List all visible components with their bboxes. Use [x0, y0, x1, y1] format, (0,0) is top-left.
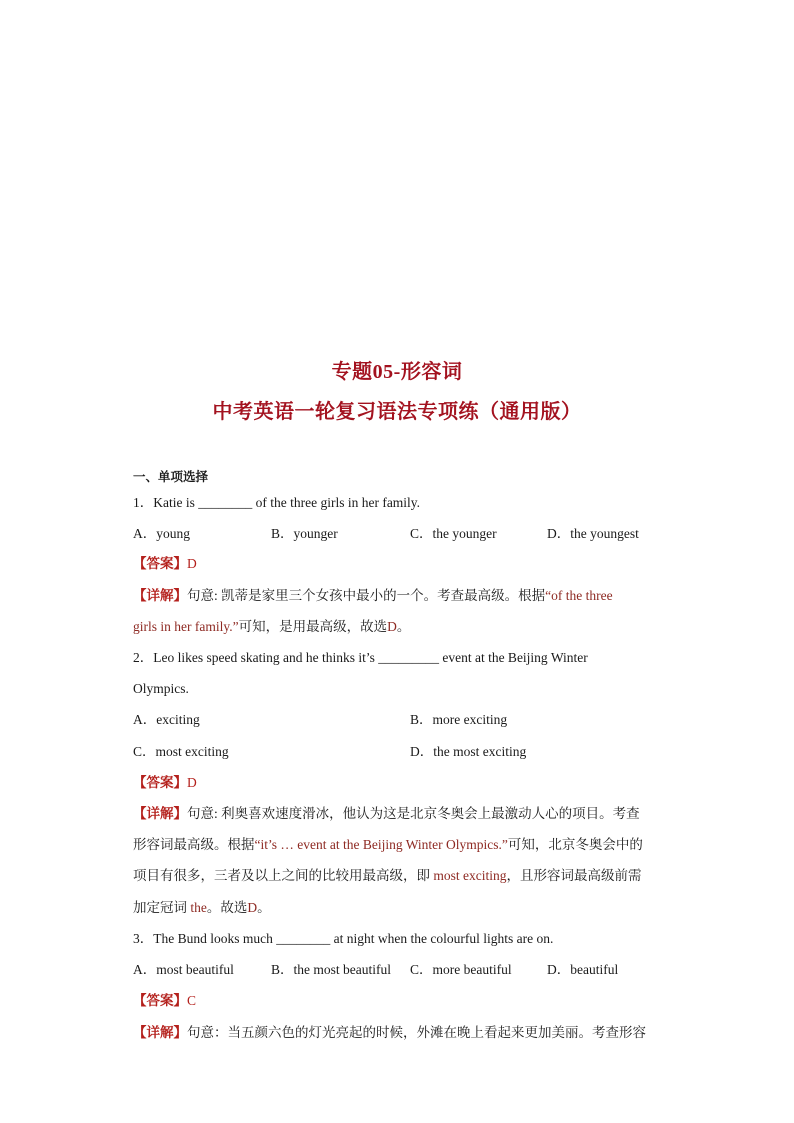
english-term: D — [247, 900, 258, 915]
answer-value: D — [187, 556, 197, 571]
explanation-text: 句意：当五颜六色的灯光亮起的时候，外滩在晚上看起来更加美丽。考查形容 — [187, 1025, 646, 1040]
question-1-option-a: A．young — [133, 526, 190, 541]
explanation-label: 【详解】 — [133, 806, 187, 821]
doc-subtitle: 中考英语一轮复习语法专项练（通用版） — [212, 401, 582, 423]
explanation-text: 句意: 利奥喜欢速度滑冰，他认为这是北京冬奥会上最激动人心的项目。考查 — [187, 806, 640, 821]
question-2-option-d: D．the most exciting — [410, 744, 527, 759]
question-3-option-b: B．the most beautiful — [271, 962, 391, 977]
question-1-explanation-line — [133, 587, 613, 605]
question-3-explanation-line — [133, 1024, 646, 1042]
doc-title: 专题05-形容词 — [331, 361, 463, 383]
question-2-explanation-line — [133, 836, 643, 854]
answer-value: D — [187, 775, 197, 790]
answer-label: 【答案】 — [133, 775, 187, 790]
question-2-answer-line — [133, 774, 197, 792]
question-3-option-d: D．beautiful — [547, 962, 619, 977]
english-term: girls in her family.” — [133, 619, 239, 634]
question-2-explanation-line — [133, 805, 640, 823]
explanation-text: 项目有很多，三者及以上之间的比较用最高级，即 most exciting，且形容词最高级前需 — [133, 868, 642, 883]
english-term: the — [190, 900, 207, 915]
question-2-option-a: A．exciting — [133, 712, 200, 727]
question-3-option-a: A．most beautiful — [133, 962, 234, 977]
question-3-option-c: C．more beautiful — [410, 962, 512, 977]
answer-value: C — [187, 993, 197, 1008]
english-term: most exciting — [433, 868, 507, 883]
question-1-option-d: D．the youngest — [547, 526, 639, 541]
question-1-explanation-line — [133, 618, 410, 636]
question-1-stem: 1．Katie is ________ of the three girls in her family. — [133, 495, 421, 510]
question-2-stem: 2．Leo likes speed skating and he thinks it’s _________ event at the Beijing Winter — [133, 650, 588, 665]
english-term: “of the three — [545, 588, 613, 603]
answer-label: 【答案】 — [133, 556, 187, 571]
section-heading: 一、单项选择 — [133, 470, 209, 484]
question-3-answer-line — [133, 992, 196, 1010]
question-2-option-b: B．more exciting — [410, 712, 508, 727]
explanation-label: 【详解】 — [133, 1025, 187, 1040]
answer-label: 【答案】 — [133, 993, 187, 1008]
question-1-answer-line — [133, 555, 197, 573]
english-term: “it’s … event at the Beijing Winter Olympics.” — [254, 837, 508, 852]
question-2-option-c: C．most exciting — [133, 744, 229, 759]
question-1-option-b: B．younger — [271, 526, 338, 541]
english-term: D — [387, 619, 397, 634]
explanation-text: girls in her family.”可知，是用最高级，故选D。 — [133, 619, 411, 634]
explanation-text: 形容词最高级。根据“it’s … event at the Beijing Winter Olympics.”可知，北京冬奥会中的 — [133, 837, 643, 852]
question-3-stem: 3．The Bund looks much ________ at night when the colourful lights are on. — [133, 931, 554, 946]
question-2-explanation-line — [133, 867, 642, 885]
question-1-option-c: C．the younger — [410, 526, 497, 541]
explanation-text: 加定冠词 the。故选D。 — [133, 900, 271, 915]
question-2-explanation-line — [133, 899, 271, 917]
question-2-stem-continued: Olympics. — [133, 681, 189, 696]
explanation-label: 【详解】 — [133, 588, 187, 603]
explanation-text: 句意: 凯蒂是家里三个女孩中最小的一个。考查最高级。根据“of the three — [187, 588, 613, 603]
